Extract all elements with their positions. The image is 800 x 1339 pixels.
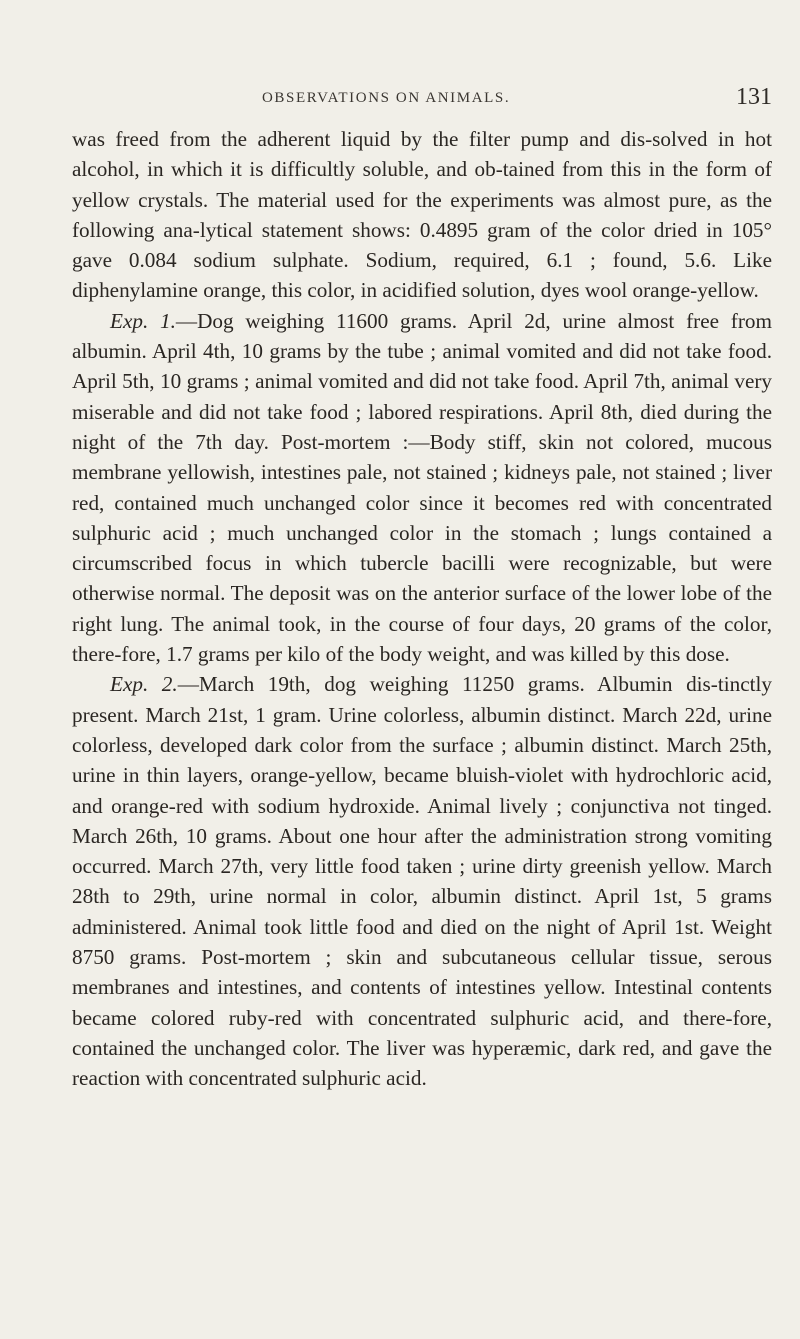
experiment-2-text: —March 19th, dog weighing 11250 grams. Albumin dis-tinctly present. March 21st, 1 gram. Urine colorless, albumin distinct. March 22d, urine colorless, developed dark color from the surface ; albumin distinct. March 25th, urine in thin layers, orange-yellow, became bluish-violet with hydrochloric acid, and orange-red with sodium hydroxide. Animal lively ; conjunctiva not tinged. March 26th, 10 grams. About one hour after the administration strong vomiting occurred. March 27th, very little food taken ; urine dirty greenish yellow. March 28th to 29th, urine normal in color, albumin distinct. April 1st, 5 grams administered. Animal took little food and died on the night of April 1st. Weight 8750 grams. Post-mortem ; skin and subcutaneous cellular tissue, serous membranes and intestines, and contents of intestines yellow. Intestinal contents became colored ruby-red with concentrated sulphuric acid, and there-fore, contained the unchanged color. The liver was hyperæmic, dark red, and gave the reaction with concentrated sulphuric acid.	[72, 672, 772, 1091]
paragraph-continuation: was freed from the adherent liquid by the filter pump and dis-solved in hot alcohol, in which it is difficultly soluble, and ob-tained from this in the form of yellow crystals. The material used for the experiments was almost pure, as the following ana-lytical statement shows: 0.4895 gram of the color dried in 105° gave 0.084 sodium sulphate. Sodium, required, 6.1 ; found, 5.6. Like diphenylamine orange, this color, in acidified solution, dyes wool orange-yellow.	[72, 127, 772, 303]
experiment-1-text: —Dog weighing 11600 grams. April 2d, urine almost free from albumin. April 4th, 10 grams by the tube ; animal vomited and did not take food. April 5th, 10 grams ; animal vomited and did not take food. April 7th, animal very miserable and did not take food ; labored respirations. April 8th, died during the night of the 7th day. Post-mortem :—Body stiff, skin not colored, mucous membrane yellowish, intestines pale, not stained ; kidneys pale, not stained ; liver red, contained much unchanged color since it becomes red with concentrated sulphuric acid ; much unchanged color in the stomach ; lungs contained a circumscribed focus in which tubercle bacilli were recognizable, but were otherwise normal. The deposit was on the anterior surface of the lower lobe of the right lung. The animal took, in the course of four days, 20 grams of the color, there-fore, 1.7 grams per kilo of the body weight, and was killed by this dose.	[72, 308, 772, 667]
experiment-1-label: Exp. 1.	[110, 308, 176, 333]
page-number: 131	[736, 84, 772, 110]
experiment-2-label: Exp. 2.	[110, 672, 178, 697]
running-head	[72, 84, 772, 114]
paragraph-experiment-1	[72, 306, 772, 670]
running-title: OBSERVATIONS ON ANIMALS.	[262, 90, 511, 106]
body-text	[72, 124, 772, 1094]
paragraph-experiment-2	[72, 669, 772, 1093]
